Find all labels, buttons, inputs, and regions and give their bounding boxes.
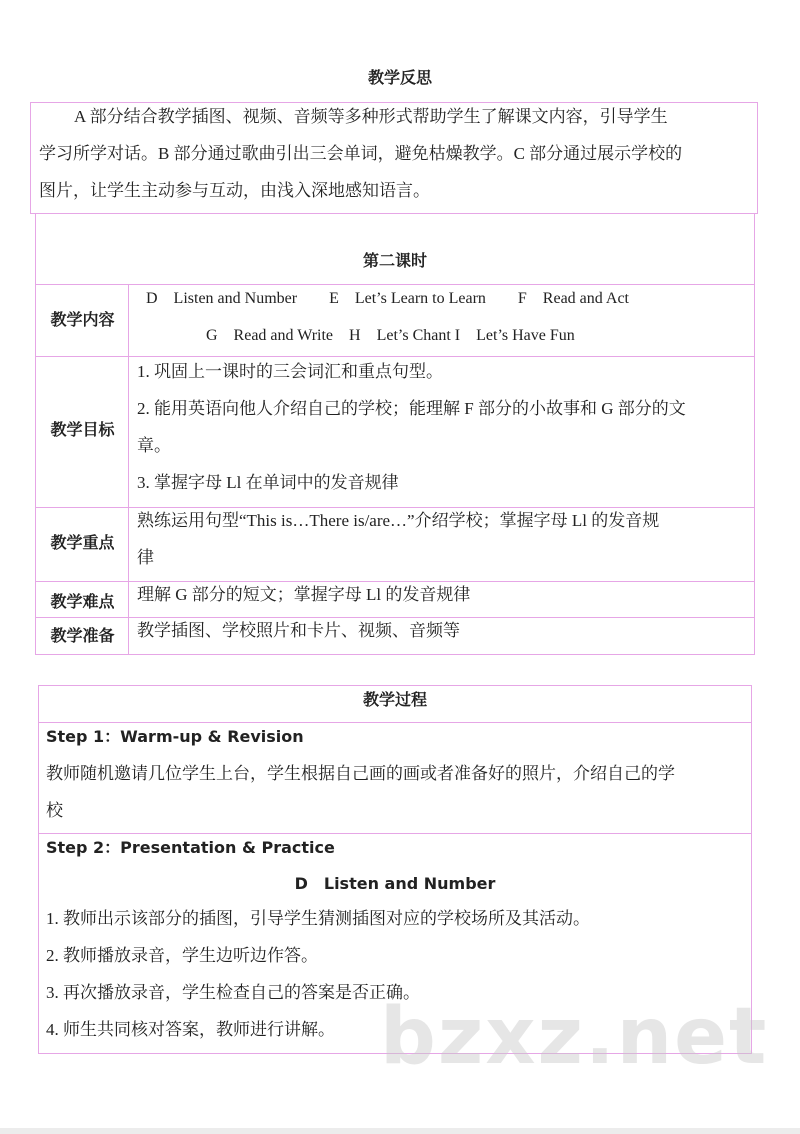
row-text: 章。 — [137, 436, 171, 455]
page-edge — [0, 1128, 800, 1134]
row-difficulties — [35, 581, 755, 618]
process-step1 — [38, 722, 752, 834]
step2-text: 2. 教师播放录音，学生边听边作答。 — [46, 946, 318, 965]
step2-text: 1. 教师出示该部分的插图，引导学生猜测插图对应的学校场所及其活动。 — [46, 909, 590, 928]
row-label: 教学内容 — [50, 310, 115, 329]
row-label: 教学难点 — [50, 592, 115, 611]
lesson2-title-box — [35, 213, 755, 285]
row-text: 律 — [137, 548, 154, 567]
row-objectives — [35, 356, 755, 508]
row-keypoints — [35, 507, 755, 582]
step1-text: 教师随机邀请几位学生上台，学生根据自己画的画或者准备好的照片，介绍自己的学 — [46, 764, 675, 783]
row-text: 1. 巩固上一课时的三会词汇和重点句型。 — [137, 362, 443, 381]
row-text: D Listen and Number E Let’s Learn to Learn F Read and Act — [146, 290, 629, 307]
row-text: 2. 能用英语向他人介绍自己的学校；能理解 F 部分的小故事和 G 部分的文 — [137, 399, 686, 418]
reflection-box — [30, 102, 758, 214]
row-text: 理解 G 部分的短文；掌握字母 Ll 的发音规律 — [137, 585, 471, 604]
row-text: 教学插图、学校照片和卡片、视频、音频等 — [137, 621, 460, 640]
row-label: 教学准备 — [50, 626, 115, 645]
watermark: bzxz.net — [380, 992, 769, 1082]
row-preparation — [35, 617, 755, 655]
step2-heading: Step 2：Presentation & Practice — [46, 838, 335, 857]
reflection-line: 学习所学对话。B 部分通过歌曲引出三会单词，避免枯燥教学。C 部分通过展示学校的 — [39, 144, 683, 163]
reflection-line: A 部分结合教学插图、视频、音频等多种形式帮助学生了解课文内容，引导学生 — [74, 107, 668, 126]
row-text: 熟练运用句型“This is…There is/are…”介绍学校；掌握字母 Ll 的发音规 — [137, 511, 660, 530]
step2-text: 4. 师生共同核对答案，教师进行讲解。 — [46, 1020, 335, 1039]
reflection-title: 教学反思 — [367, 68, 432, 87]
lesson2-title: 第二课时 — [362, 251, 427, 270]
process-header — [38, 685, 752, 723]
row-label: 教学目标 — [50, 420, 115, 439]
row-text: G Read and Write H Let’s Chant I Let’s Have Fun — [206, 327, 575, 344]
step2-subheading: D Listen and Number — [294, 874, 496, 893]
reflection-line: 图片，让学生主动参与互动，由浅入深地感知语言。 — [39, 181, 430, 200]
step1-text: 校 — [46, 801, 63, 820]
row-label: 教学重点 — [50, 533, 115, 552]
process-title: 教学过程 — [362, 690, 427, 709]
step1-heading: Step 1：Warm-up & Revision — [46, 727, 304, 746]
row-text: 3. 掌握字母 Ll 在单词中的发音规律 — [137, 473, 399, 492]
row-content — [35, 284, 755, 357]
step2-text: 3. 再次播放录音，学生检查自己的答案是否正确。 — [46, 983, 420, 1002]
